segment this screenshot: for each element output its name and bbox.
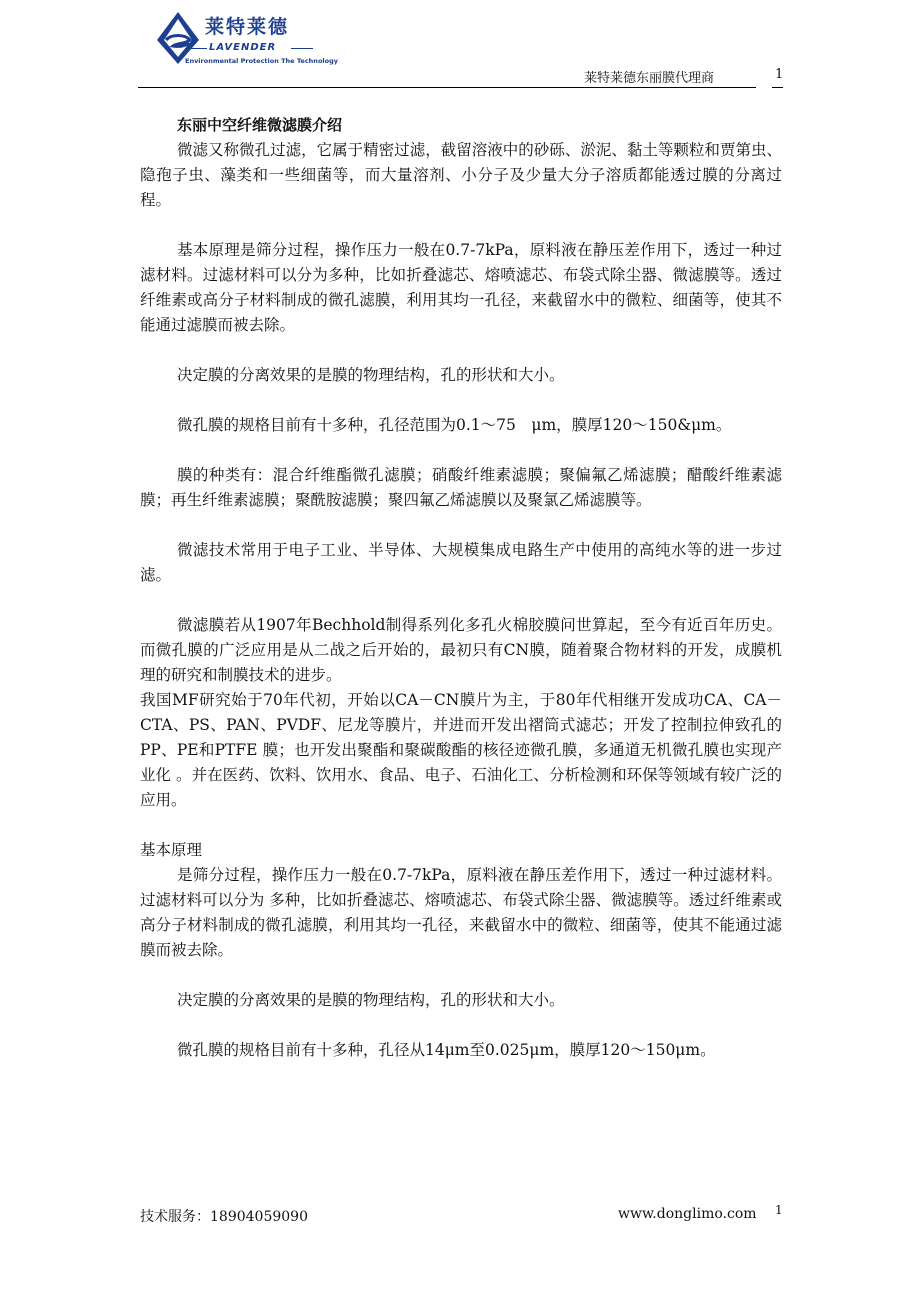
paragraph: 膜的种类有：混合纤维酯微孔滤膜；硝酸纤维素滤膜；聚偏氟乙烯滤膜；醋酸纤维素滤膜；再生纤维素滤膜；聚酰胺滤膜；聚四氟乙烯滤膜以及聚氯乙烯滤膜等。 bbox=[140, 466, 782, 509]
logo-rule-left bbox=[185, 48, 207, 49]
article-body bbox=[140, 113, 782, 1063]
logo-rule-right bbox=[291, 48, 313, 49]
company-logo bbox=[155, 10, 338, 68]
paragraph: 基本原理是筛分过程，操作压力一般在0.7-7kPa，原料液在静压差作用下，透过一种过滤材料。过滤材料可以分为多种，比如折叠滤芯、熔喷滤芯、布袋式除尘器、微滤膜等。透过纤维素或高分子材料制成的微孔滤膜，利用其均一孔径，来截留水中的微粒、细菌等，使其不能通过滤膜而被去除。 bbox=[140, 241, 782, 334]
paragraph: 是筛分过程，操作压力一般在0.7-7kPa，原料液在静压差作用下，透过一种过滤材料。过滤材料可以分为 多种，比如折叠滤芯、熔喷滤芯、布袋式除尘器、微滤膜等。透过纤维素或高分子材料制成的微孔滤膜，利用其均一孔径，来截留水中的微粒、细菌等，使其不能通过滤膜而被去除。 bbox=[140, 866, 782, 959]
paragraph: 微滤又称微孔过滤，它属于精密过滤，截留溶液中的砂砾、淤泥、黏土等颗粒和贾第虫、隐孢子虫、藻类和一些细菌等，而大量溶剂、小分子及少量大分子溶质都能透过膜的分离过程。 bbox=[140, 141, 782, 209]
footer-service-phone: 技术服务：18904059090 bbox=[140, 1209, 308, 1225]
logo-slogan: Environmental Protection The Technology bbox=[185, 57, 338, 65]
paragraph: 微孔膜的规格目前有十多种，孔径从14μm至0.025μm，膜厚120～150μm。 bbox=[177, 1041, 716, 1059]
section-heading: 基本原理 bbox=[140, 841, 203, 859]
footer-website-link[interactable]: www.donglimo.com bbox=[618, 1206, 757, 1222]
paragraph: 微滤技术常用于电子工业、半导体、大规模集成电路生产中使用的高纯水等的进一步过滤。 bbox=[140, 541, 782, 584]
logo-brand-en: LAVENDER bbox=[209, 42, 277, 53]
header-page-number: 1 bbox=[775, 67, 784, 82]
paragraph: 微滤膜若从1907年Bechhold制得系列化多孔火棉胶膜问世算起，至今有近百年历史。而微孔膜的广泛应用是从二战之后开始的，最初只有CN膜，随着聚合物材料的开发，成膜机理的研究和制膜技术的进步。 bbox=[140, 616, 782, 684]
paragraph: 决定膜的分离效果的是膜的物理结构，孔的形状和大小。 bbox=[177, 366, 565, 384]
logo-brand-cn: 莱特莱德 bbox=[205, 16, 290, 38]
footer-page-number: 1 bbox=[775, 1203, 783, 1217]
header-title: 莱特莱德东丽膜代理商 bbox=[584, 71, 715, 86]
paragraph: 决定膜的分离效果的是膜的物理结构，孔的形状和大小。 bbox=[177, 991, 565, 1009]
header-page-rule bbox=[772, 87, 783, 88]
paragraph: 微孔膜的规格目前有十多种，孔径范围为0.1～75 μm，膜厚120～150&μm。 bbox=[177, 416, 732, 434]
paragraph: 我国MF研究始于70年代初，开始以CA－CN膜片为主，于80年代相继开发成功CA、CA－CTA、PS、PAN、PVDF、尼龙等膜片，并进而开发出褶筒式滤芯；开发了控制拉伸致孔的PP、PE和PTFE 膜；也开发出聚酯和聚碳酸酯的核径迹微孔膜，多通道无机微孔膜也实现产业化 。并在医药、饮料、饮用水、食品、电子、石油化工、分析检测和环保等领域有较广泛的应用。 bbox=[140, 691, 782, 809]
header-rule bbox=[138, 87, 756, 88]
article-title: 东丽中空纤维微滤膜介绍 bbox=[177, 116, 343, 134]
